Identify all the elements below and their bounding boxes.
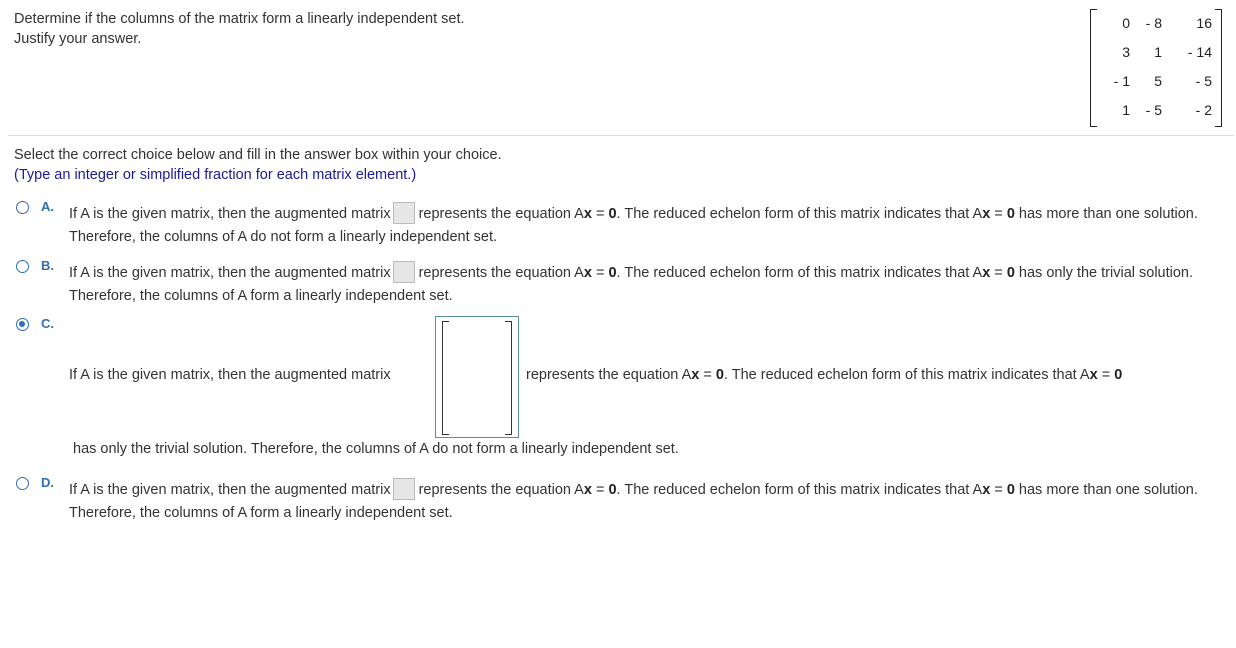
instructions-hint: (Type an integer or simplified fraction for each matrix element.)	[14, 167, 417, 183]
choice-text-part: =	[699, 367, 716, 383]
matrix-cell: 1	[1154, 44, 1162, 60]
vector-zero: 0	[1006, 265, 1015, 281]
choice-text-part: represents the equation A	[418, 265, 584, 281]
choice-c-augmented-matrix-input[interactable]	[435, 316, 519, 438]
matrix-cell: 1	[1122, 102, 1130, 118]
choice-c-line-1-end	[526, 367, 1122, 383]
choice-text-part: =	[990, 206, 1007, 222]
choice-text-part: . The reduced echelon form of this matrix indicates that A	[616, 482, 983, 498]
matrix-cell: - 5	[1145, 102, 1162, 118]
vector-x: x	[982, 206, 991, 222]
vector-x: x	[583, 265, 592, 281]
choice-d-text	[69, 478, 1206, 525]
choice-text-part: If A is the given matrix, then the augmented matrix	[69, 206, 391, 222]
vector-zero: 0	[1006, 482, 1015, 498]
choice-text-part: If A is the given matrix, then the augmented matrix	[69, 482, 391, 498]
question-line-1: Determine if the columns of the matrix form a linearly independent set.	[14, 11, 465, 27]
matrix-cell: 3	[1122, 44, 1130, 60]
vector-zero: 0	[715, 367, 724, 383]
instructions	[14, 145, 502, 185]
vector-zero: 0	[1114, 367, 1123, 383]
choice-text-part: =	[591, 482, 609, 498]
choice-text-part: . The reduced echelon form of this matrix indicates that A	[616, 265, 983, 281]
choice-b-text	[69, 261, 1206, 308]
choice-text-part: =	[591, 265, 609, 281]
choice-a-radio[interactable]	[16, 201, 29, 214]
matrix-row	[1100, 15, 1212, 31]
choice-text-part: represents the equation A	[418, 206, 584, 222]
choice-text-part: has more than one solution. Therefore, the columns of A form a linearly independent set.	[69, 482, 1198, 521]
choice-d-letter: D.	[41, 475, 54, 490]
choice-text-part: has more than one solution. Therefore, the columns of A do not form a linearly independent set.	[69, 206, 1198, 245]
vector-zero: 0	[608, 206, 617, 222]
given-matrix	[1090, 9, 1222, 125]
matrix-cell: - 1	[1113, 73, 1130, 89]
choice-c[interactable]	[14, 316, 1206, 464]
matrix-cell: - 8	[1145, 15, 1162, 31]
choice-a-answer-box[interactable]	[393, 202, 415, 224]
matrix-cell: 0	[1122, 15, 1130, 31]
vector-zero: 0	[608, 482, 617, 498]
choice-text-part: =	[1097, 367, 1115, 383]
vector-zero: 0	[1006, 206, 1015, 222]
choice-text-part: . The reduced echelon form of this matrix indicates that A	[616, 206, 983, 222]
matrix-left-bracket	[1090, 9, 1097, 127]
choice-text-part: . The reduced echelon form of this matrix indicates that A	[723, 367, 1090, 383]
vector-x: x	[982, 482, 991, 498]
matrix-cell: - 2	[1195, 102, 1212, 118]
input-left-bracket	[442, 321, 449, 435]
section-divider	[8, 135, 1234, 136]
matrix-cell: 5	[1154, 73, 1162, 89]
choice-text-part: represents the equation A	[418, 482, 584, 498]
vector-x: x	[982, 265, 991, 281]
choice-text-part: If A is the given matrix, then the augmented matrix	[69, 265, 391, 281]
choice-a-text	[69, 202, 1206, 249]
question-text	[14, 9, 465, 49]
matrix-row	[1100, 73, 1212, 89]
choice-text-part: If A is the given matrix, then the augmented matrix	[69, 367, 391, 383]
choice-b-radio[interactable]	[16, 260, 29, 273]
matrix-row	[1100, 44, 1212, 60]
vector-zero: 0	[608, 265, 617, 281]
choice-c-line-2	[73, 441, 679, 457]
vector-x: x	[583, 482, 592, 498]
choice-text-part: =	[990, 265, 1007, 281]
choice-text-part: =	[591, 206, 609, 222]
choice-text-part: has only the trivial solution. Therefore, the columns of A do not form a linearly independent set.	[73, 441, 679, 457]
choice-a-letter: A.	[41, 199, 54, 214]
choice-c-radio[interactable]	[16, 318, 29, 331]
choice-b[interactable]	[14, 258, 1206, 306]
question-line-2: Justify your answer.	[14, 31, 142, 47]
choice-b-answer-box[interactable]	[393, 261, 415, 283]
matrix-right-bracket	[1215, 9, 1222, 127]
matrix-cell: 16	[1196, 15, 1212, 31]
choice-c-line-1-start	[69, 367, 391, 383]
choice-text-part: has only the trivial solution. Therefore, the columns of A form a linearly independent set.	[69, 265, 1194, 304]
input-right-bracket	[505, 321, 512, 435]
choice-text-part: represents the equation A	[526, 367, 692, 383]
choice-c-letter: C.	[41, 316, 54, 331]
choice-a[interactable]	[14, 199, 1206, 247]
matrix-row	[1100, 102, 1212, 118]
choice-b-letter: B.	[41, 258, 54, 273]
choice-text-part: =	[990, 482, 1007, 498]
choice-d-radio[interactable]	[16, 477, 29, 490]
matrix-cell: - 5	[1195, 73, 1212, 89]
instructions-main: Select the correct choice below and fill in the answer box within your choice.	[14, 147, 502, 163]
matrix-cell: - 14	[1187, 44, 1212, 60]
choice-d-answer-box[interactable]	[393, 478, 415, 500]
choice-d[interactable]	[14, 475, 1206, 523]
vector-x: x	[1089, 367, 1098, 383]
vector-x: x	[583, 206, 592, 222]
vector-x: x	[691, 367, 700, 383]
